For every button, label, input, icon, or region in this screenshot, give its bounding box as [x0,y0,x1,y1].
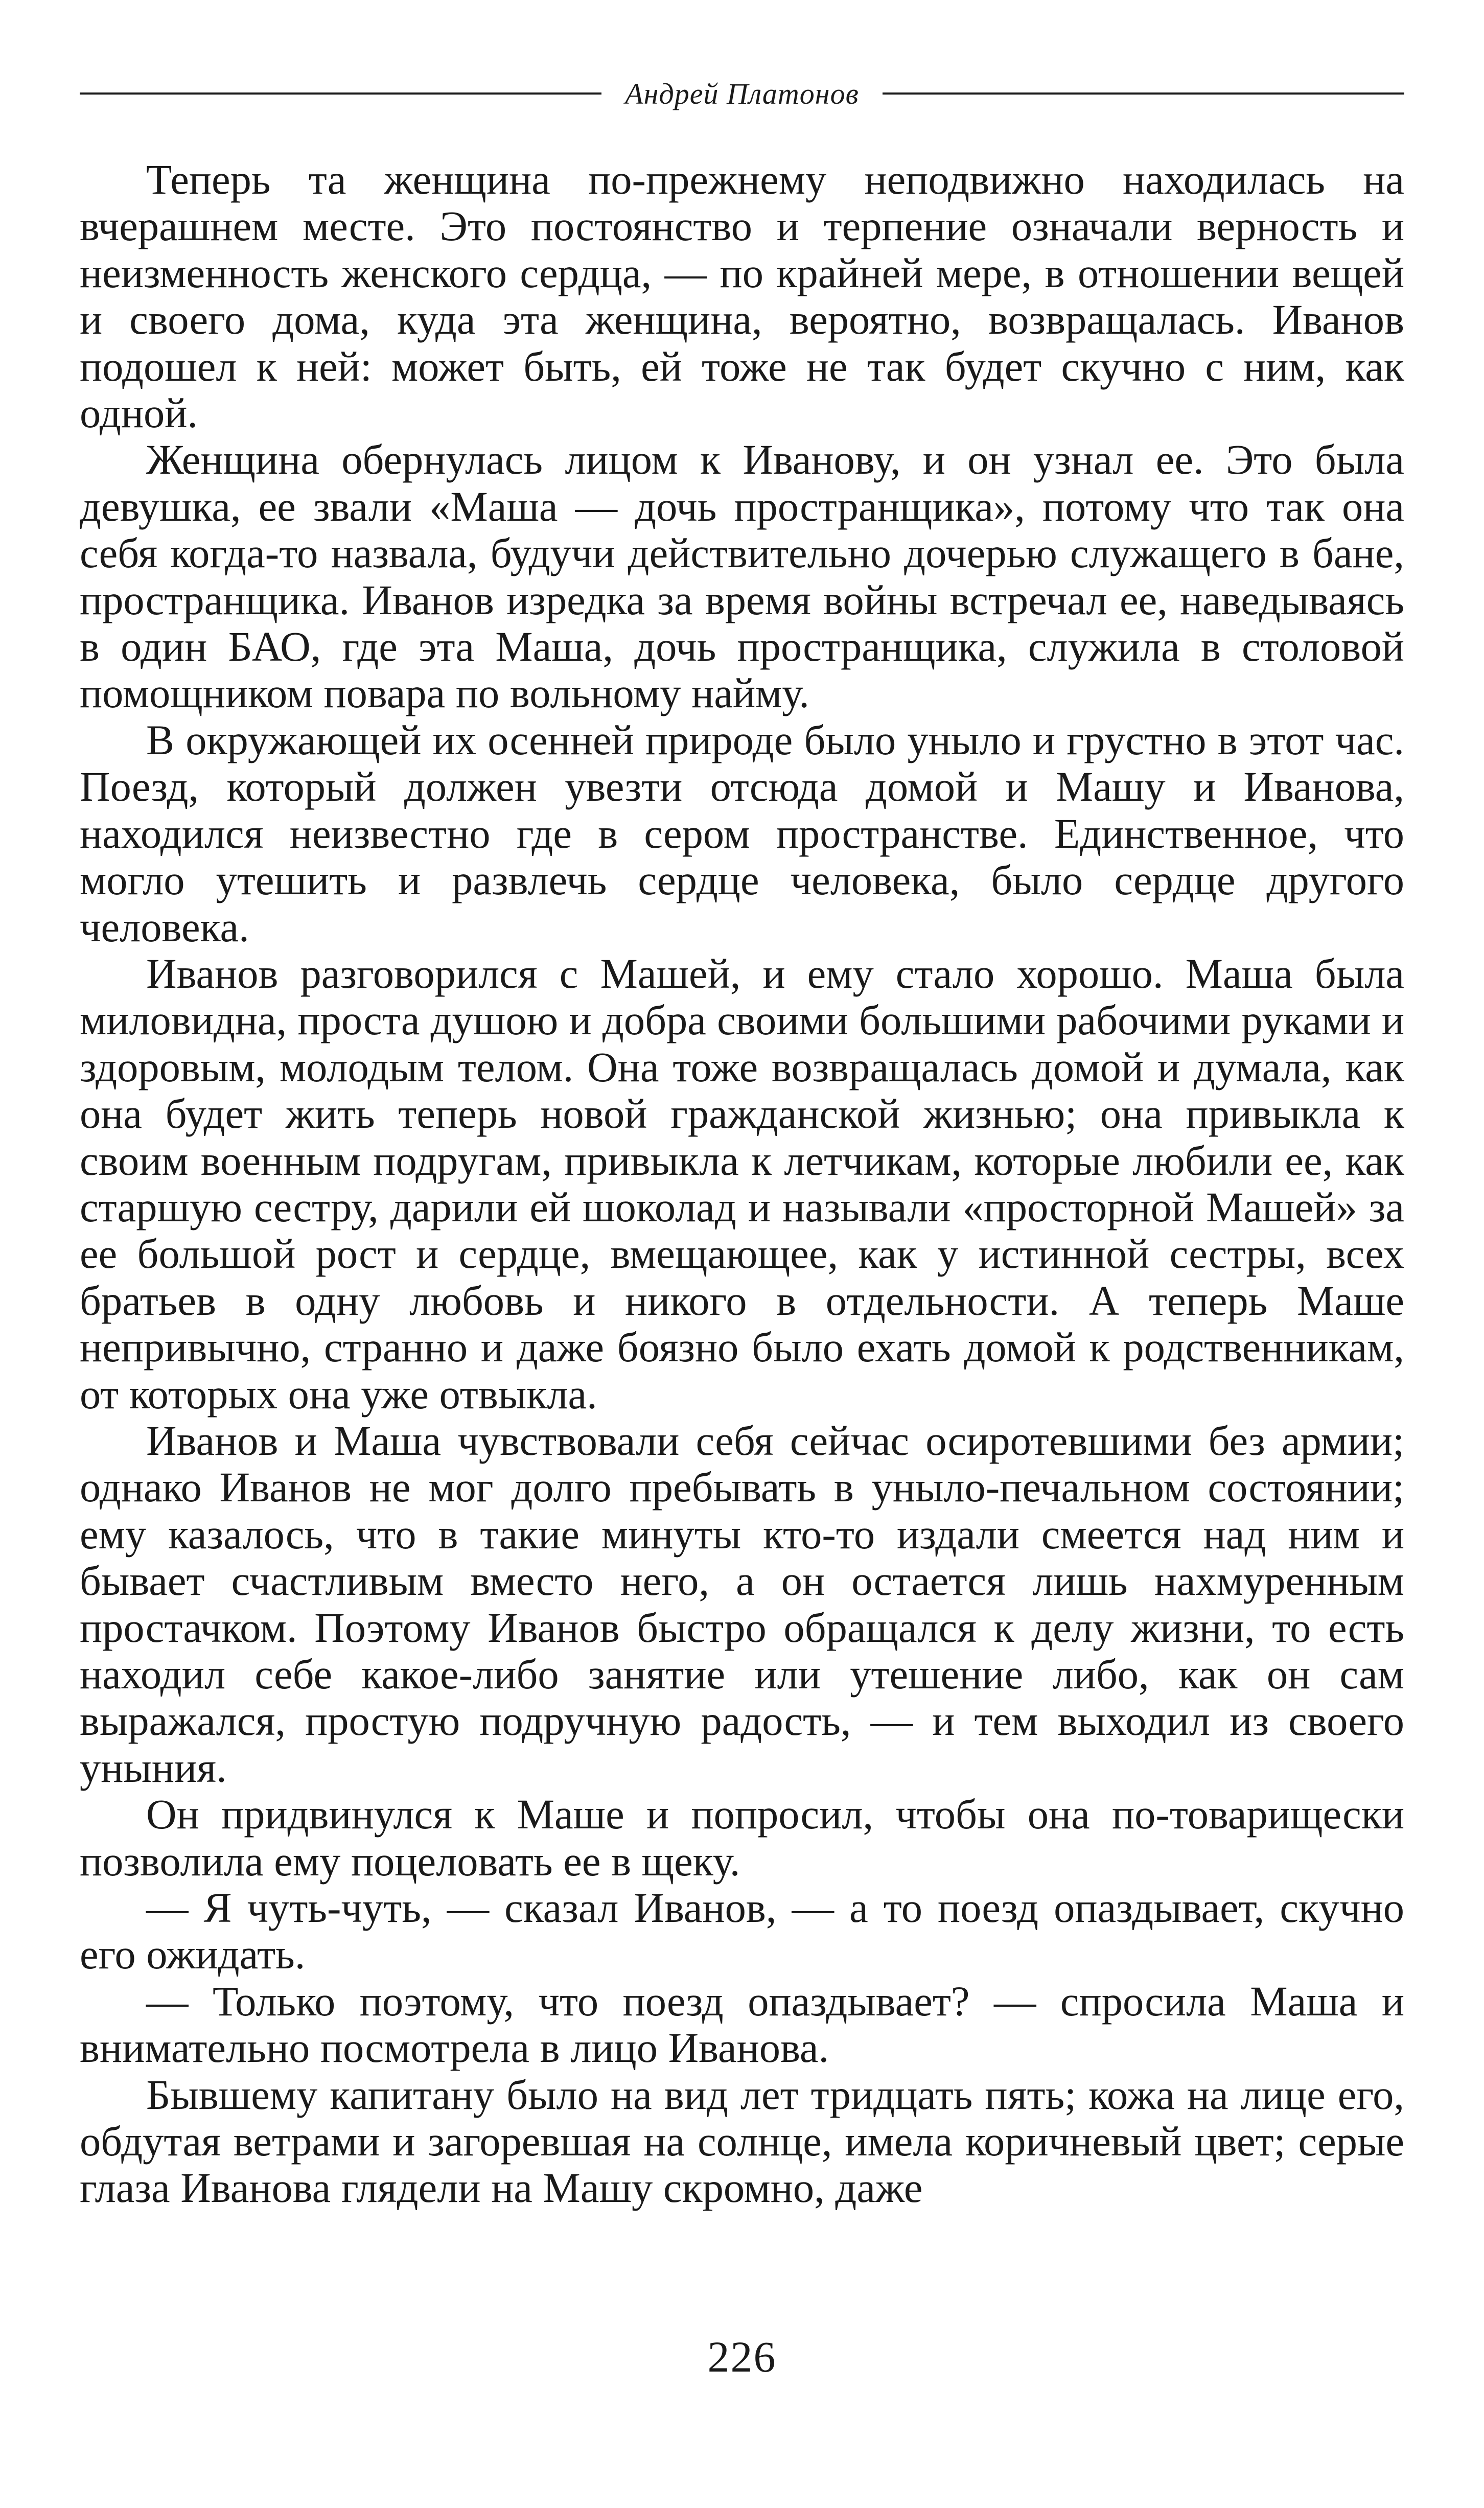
paragraph: Иванов разговорился с Машей, и ему стало хорошо. Маша была миловидна, проста душою и добра своими большими рабочими руками и здоровым, молодым телом. Она тоже возвращалась домой и думала, как она будет жить теперь новой гражданской жизнью; она привыкла к своим военным подругам, привыкла к летчикам, которые любили ее, как старшую сестру, дарили ей шоколад и называли «просторной Машей» за ее большой рост и сердце, вмещающее, как у истинной сестры, всех братьев в одну любовь и никого в отдельности. А теперь Маше непривычно, странно и даже боязно было ехать домой к родственникам, от которых она уже отвыкла. [80,949,1404,1418]
body-text [80,156,1404,2212]
paragraph: — Только поэтому, что поезд опаздывает? — спросила Маша и внимательно посмотрела в лицо Иванова. [80,1977,1404,2072]
paragraph: Теперь та женщина по-прежнему неподвижно находилась на вчерашнем месте. Это постоянство и терпение означали верность и неизменность женского сердца, — по крайней мере, в отношении вещей и своего дома, куда эта женщина, вероятно, возвращалась. Иванов подошел к ней: может быть, ей тоже не так будет скучно с ним, как одной. [80,156,1404,437]
header-rule-right [883,92,1404,95]
book-page [80,0,1404,2508]
paragraph: Женщина обернулась лицом к Иванову, и он узнал ее. Это была девушка, ее звали «Маша — дочь пространщика», потому что так она себя когда-то назвала, будучи действительно дочерью служащего в бане, пространщика. Иванов изредка за время войны встречал ее, наведываясь в один БАО, где эта Маша, дочь пространщика, служила в столовой помощником повара по вольному найму. [80,436,1404,717]
paragraph: — Я чуть-чуть, — сказал Иванов, — а то поезд опаздывает, скучно его ожидать. [80,1884,1404,1978]
page-number: 226 [707,2332,777,2381]
header-rule-left [80,92,601,95]
paragraph: Иванов и Маша чувствовали себя сейчас осиротевшими без армии; однако Иванов не мог долго пребывать в уныло-печальном состоянии; ему казалось, что в такие минуты кто-то издали смеется над ним и бывает счастливым вместо него, а он остается лишь нахмуренным простачком. Поэтому Иванов быстро обращался к делу жизни, то есть находил себе какое-либо занятие или утешение либо, как он сам выражался, простую подручную радость, — и тем выходил из своего уныния. [80,1416,1404,1791]
running-header [80,71,1404,117]
paragraph: Бывшему капитану было на вид лет тридцать пять; кожа на лице его, обдутая ветрами и загоревшая на солнце, имела коричневый цвет; серые глаза Иванова глядели на Машу скромно, даже [80,2071,1404,2212]
header-author: Андрей Платонов [625,77,859,110]
paragraph: Он придвинулся к Маше и попросил, чтобы она по-товарищески позволила ему поцеловать ее в щеку. [80,1791,1404,1885]
paragraph: В окружающей их осенней природе было уныло и грустно в этот час. Поезд, который должен увезти отсюда домой и Машу и Иванова, находился неизвестно где в сером пространстве. Единственное, что могло утешить и развлечь сердце человека, было сердце другого человека. [80,716,1404,950]
